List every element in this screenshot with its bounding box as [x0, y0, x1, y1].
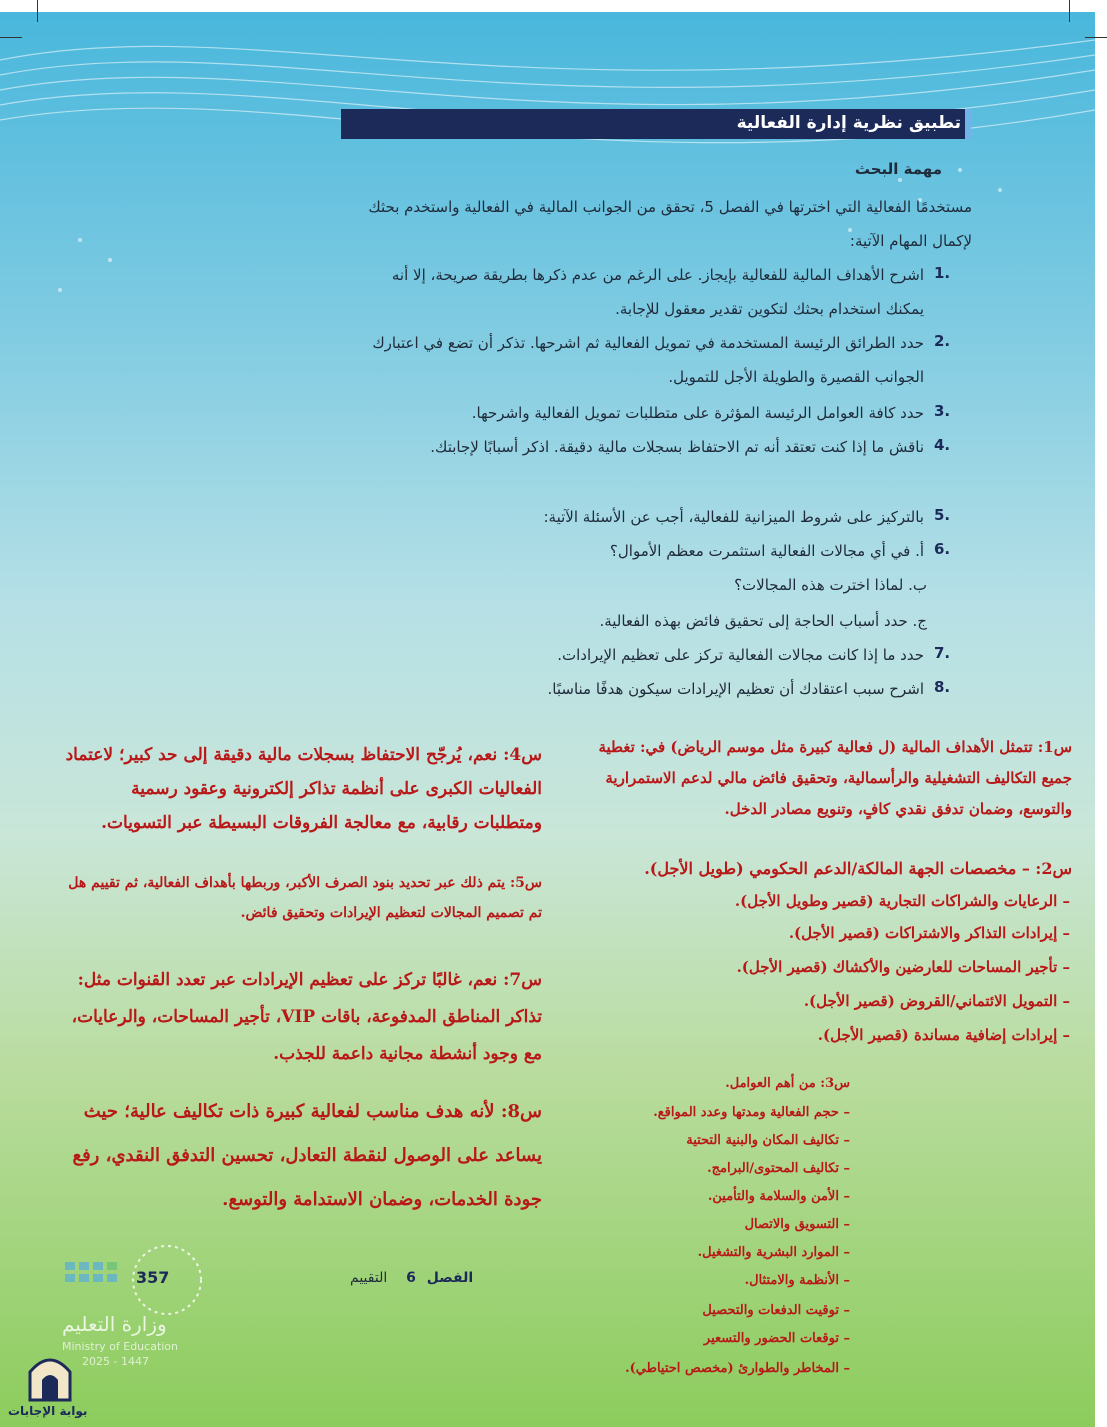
task-number: 8. — [934, 678, 951, 696]
research-intro: مستخدمًا الفعالية التي اخترتها في الفصل 5، تحقق من الجوانب المالية في الفعالية واستخدم بحثك لإكمال المهام الآتية: — [368, 198, 972, 250]
title-accent — [965, 109, 971, 139]
answer-q3-item: – توقيت الدفعات والتحصيل — [702, 1303, 850, 1318]
task-text: حدد الطرائق الرئيسة المستخدمة في تمويل الفعالية ثم اشرحها. تذكر أن تضع في اعتبارك الجوانب القصيرة والطويلة الأجل للتمويل. — [372, 334, 924, 386]
site-logo-icon — [20, 1350, 80, 1402]
task-1 — [354, 258, 924, 326]
task-6a — [354, 534, 924, 568]
section-title: تطبيق نظرية إدارة الفعالية — [736, 113, 961, 133]
answer-q3-item: – الموارد البشرية والتشغيل. — [697, 1245, 850, 1260]
answer-q3-item: – توقعات الحضور والتسعير — [703, 1331, 850, 1346]
answer-q2-item: – إيرادات إضافية مساندة (قصير الأجل). — [817, 1026, 1070, 1044]
answer-q3-item: – الأنظمة والامتثال. — [744, 1273, 850, 1288]
task-5 — [354, 500, 924, 534]
chapter-number: 6 — [406, 1270, 416, 1286]
task-text: اشرح الأهداف المالية للفعالية بإيجاز. على الرغم من عدم ذكرها بطريقة صريحة، إلا أنه يمكنك استخدام بحثك لتكوين تقدير معقول للإجابة. — [391, 266, 924, 318]
task-text: حدد كافة العوامل الرئيسة المؤثرة على متطلبات تمويل الفعالية واشرحها. — [471, 404, 924, 422]
page-number: 357 — [136, 1268, 170, 1287]
answer-q3-item: – المخاطر والطوارئ (مخصص احتياطي). — [625, 1361, 850, 1376]
answer-q3-title: س3: من أهم العوامل. — [725, 1076, 850, 1091]
task-number: 1. — [934, 264, 951, 282]
answer-q1: س1: تتمثل الأهداف المالية (ل فعالية كبيرة مثل موسم الرياض) في: تغطية جميع التكاليف التشغيلية والرأسمالية، وتحقيق فائض مالي لدعم الاستمرارية والتوسع، وضمان تدفق نقدي كافٍ، وتنويع مصادر الدخل. — [598, 738, 1072, 818]
task-number: 6. — [934, 540, 951, 558]
ministry-name-en: Ministry of Education — [62, 1340, 179, 1353]
answer-q3-item: – التسويق والاتصال — [744, 1217, 850, 1232]
section-title-bar — [341, 109, 971, 139]
answer-q3-item: – الأمن والسلامة والتأمين. — [707, 1189, 850, 1204]
task-2 — [354, 326, 924, 394]
answer-q3-item: – تكاليف المكان والبنية التحتية — [686, 1133, 850, 1148]
task-text: بالتركيز على شروط الميزانية للفعالية، أجب عن الأسئلة الآتية: — [543, 508, 924, 526]
task-text: اشرح سبب اعتقادك أن تعظيم الإيرادات سيكون هدفًا مناسبًا. — [547, 680, 924, 698]
task-6b — [367, 568, 927, 602]
answer-q5: س5: يتم ذلك عبر تحديد بنود الصرف الأكبر، وربطها بأهداف الفعالية، ثم تقييم هل تم تصميم المجالات لتعظيم الإيرادات وتحقيق فائض. — [68, 875, 542, 921]
task-number: 7. — [934, 644, 951, 662]
task-number: 3. — [934, 402, 951, 420]
answer-q2-item: – التمويل الائتماني/القروض (قصير الأجل). — [803, 992, 1070, 1010]
chapter-title: التقييم — [350, 1270, 388, 1286]
answer-q2-item: – إيرادات التذاكر والاشتراكات (قصير الأجل). — [788, 924, 1070, 942]
task-number: 2. — [934, 332, 951, 350]
answer-q2-item: – الرعايات والشراكات التجارية (قصير وطويل الأجل). — [734, 892, 1070, 910]
task-text: حدد ما إذا كانت مجالات الفعالية تركز على تعظيم الإيرادات. — [557, 646, 924, 664]
task-4 — [354, 430, 924, 464]
answer-q7: س7: نعم، غالبًا تركز على تعظيم الإيرادات عبر تعدد القنوات مثل: تذاكر المناطق المدفوعة، باقات VIP، تأجير المساحات، والرعايات، مع وجود أنشطة مجانية داعمة للجذب. — [71, 970, 542, 1064]
research-heading: مهمة البحث — [854, 160, 942, 178]
task-number: 5. — [934, 506, 951, 524]
task-text: ج. حدد أسباب الحاجة إلى تحقيق فائض بهذه الفعالية. — [599, 612, 927, 630]
task-number: 4. — [934, 436, 951, 454]
task-text: ب. لماذا اخترت هذه المجالات؟ — [734, 576, 927, 594]
ministry-name: وزارة التعليم — [62, 1312, 167, 1336]
task-7 — [354, 638, 924, 672]
ministry-year: 2025 - 1447 — [82, 1355, 149, 1368]
site-label: بوابة الإجابات — [8, 1404, 88, 1418]
answer-q4: س4: نعم، يُرجّح الاحتفاظ بسجلات مالية دقيقة إلى حد كبير؛ لاعتماد الفعاليات الكبرى على أنظمة تذاكر إلكترونية وعقود رسمية ومتطلبات رقابية، مع معالجة الفروقات البسيطة عبر التسويات. — [65, 745, 542, 833]
task-text: ناقش ما إذا كنت تعتقد أنه تم الاحتفاظ بسجلات مالية دقيقة. اذكر أسبابًا لإجابتك. — [430, 438, 924, 456]
answer-q2-item: – تأجير المساحات للعارضين والأكشاك (قصير الأجل). — [736, 958, 1070, 976]
answer-q3-item: – حجم الفعالية ومدتها وعدد المواقع. — [653, 1105, 850, 1120]
task-6c — [367, 604, 927, 638]
answer-q3-item: – تكاليف المحتوى/البرامج. — [707, 1161, 850, 1176]
task-8 — [354, 672, 924, 706]
chapter-label: الفصل — [426, 1270, 474, 1286]
answer-q8: س8: لأنه هدف مناسب لفعالية كبيرة ذات تكاليف عالية؛ حيث يساعد على الوصول لنقطة التعادل، تحسين التدفق النقدي، رفع جودة الخدمات، وضمان الاستدامة والتوسع. — [72, 1101, 542, 1210]
task-text: أ. في أي مجالات الفعالية استثمرت معظم الأموال؟ — [609, 542, 924, 560]
task-3 — [354, 396, 924, 430]
answer-q2-title: س2: – مخصصات الجهة المالكة/الدعم الحكومي (طويل الأجل). — [644, 859, 1072, 878]
chapter-footer — [350, 1270, 473, 1286]
